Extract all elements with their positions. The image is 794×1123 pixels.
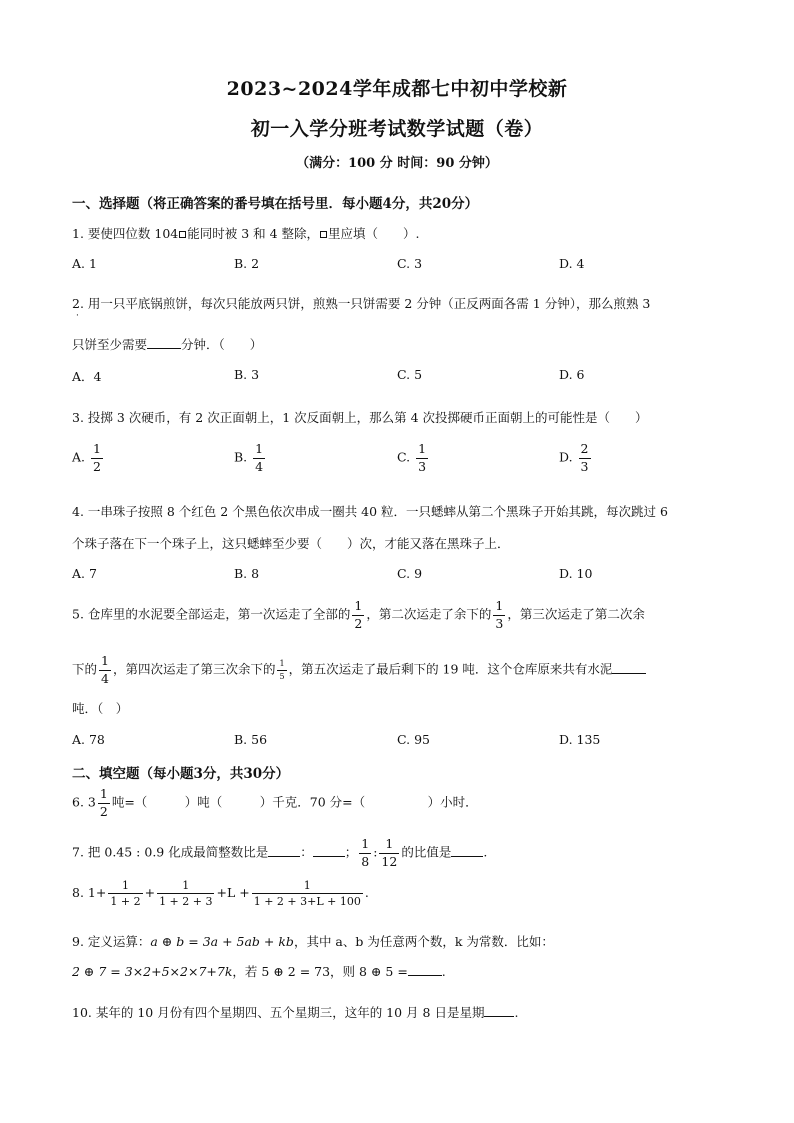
answer-blank xyxy=(408,975,442,976)
q9-text: ，其中 a、b 为任意两个数，k 为常数．比如： xyxy=(293,934,554,949)
q10-text: 10. 某年的 10 月份有四个星期四、五个星期三，这年的 10 月 8 日是星期 xyxy=(72,1005,485,1020)
question-9-line1 xyxy=(72,932,554,950)
answer-blank xyxy=(313,856,345,857)
fraction-numerator: 1 xyxy=(303,879,311,892)
fraction-numerator: 1 xyxy=(418,441,427,456)
q7-text: ： xyxy=(300,844,313,860)
q5-text: ，第二次运走了余下的 xyxy=(366,606,492,622)
fraction-denominator: 2 xyxy=(93,458,101,474)
fraction xyxy=(91,443,103,473)
fraction-numerator: 1 xyxy=(93,441,101,456)
fraction xyxy=(352,600,364,630)
option-label: C. xyxy=(397,449,411,465)
dot-mark: · xyxy=(76,311,79,321)
option-label: D. xyxy=(559,449,573,465)
q3-option-c xyxy=(397,443,430,473)
fraction-numerator: 1 xyxy=(361,836,370,851)
answer-blank xyxy=(147,348,181,349)
q3-option-a xyxy=(72,443,105,473)
fraction xyxy=(253,443,265,473)
q3-option-d xyxy=(559,443,593,473)
q4-option-a: A. 7 xyxy=(72,566,97,581)
q7-text: 的比值是 xyxy=(401,844,452,860)
answer-blank xyxy=(484,1016,514,1017)
fraction-numerator: 1 xyxy=(279,658,285,668)
q5-text: 5. 仓库里的水泥要全部运走，第一次运走了全部的 xyxy=(72,606,351,622)
q7-text: ； xyxy=(344,844,358,860)
question-7 xyxy=(72,838,487,868)
q5-option-d: D. 135 xyxy=(559,732,601,747)
q8-text: . xyxy=(364,885,369,900)
q2-option-b: B. 3 xyxy=(234,367,260,382)
fraction-denominator: 1 + 2 + 3 xyxy=(159,895,213,908)
fraction-denominator: 2 xyxy=(354,615,363,631)
question-6 xyxy=(72,788,478,818)
fraction xyxy=(157,880,214,907)
q8-text: 1+ xyxy=(87,885,107,900)
q2-line2-a: 只饼至少需要 xyxy=(72,337,148,352)
question-number: 8. xyxy=(72,885,84,900)
q2-option-d: D. 6 xyxy=(559,367,585,382)
fraction-numerator: 1 xyxy=(495,598,504,613)
q6-text: 吨=（ ）吨（ ）千克．70 分=（ ）小时． xyxy=(111,794,478,810)
q1-text-c: 里应填（ ）. xyxy=(328,226,420,241)
answer-blank xyxy=(268,856,300,857)
q2-option-c: C. 5 xyxy=(397,367,423,382)
question-4-line2: 个珠子落在下一个珠子上，这只蟋蟀至少要（ ）次，才能又落在黑珠子上． xyxy=(72,536,510,551)
fraction-numerator: 1 xyxy=(354,598,363,613)
q8-text: +L + xyxy=(216,885,250,900)
question-5-line3: 吨．（ ） xyxy=(72,701,129,716)
question-1 xyxy=(72,224,420,242)
question-9-line2 xyxy=(72,962,446,980)
fraction-denominator: 1 + 2 + 3+L + 100 xyxy=(253,895,361,908)
q7-text: . xyxy=(483,844,488,860)
answer-blank xyxy=(612,673,646,674)
fraction-denominator: 4 xyxy=(255,458,264,474)
fraction xyxy=(359,838,371,868)
question-8 xyxy=(72,880,369,907)
fraction xyxy=(493,600,505,630)
fraction xyxy=(108,880,142,907)
q1-option-a: A. 1 xyxy=(72,256,97,271)
question-2-line1: 2. 用一只平底锅煎饼，每次只能放两只饼，煎熟一只饼需要 2 分钟（正反两面各需 1 分钟），那么煎熟 3 xyxy=(72,296,651,311)
fraction-numerator: 2 xyxy=(580,441,589,456)
q5-text: 下的 xyxy=(72,661,98,677)
fraction-numerator: 1 xyxy=(182,879,190,892)
section-fill-heading: 二、填空题（每小题3分，共30分） xyxy=(72,766,290,782)
q1-option-d: D. 4 xyxy=(559,256,585,271)
q4-option-b: B. 8 xyxy=(234,566,260,581)
blank-box-icon xyxy=(320,231,327,238)
section-choice-heading: 一、选择题（将正确答案的番号填在括号里．每小题4分，共20分） xyxy=(72,196,479,212)
fraction-denominator: 8 xyxy=(361,853,370,869)
fraction-denominator: 3 xyxy=(418,458,427,474)
fraction-denominator: 1 + 2 xyxy=(110,895,141,908)
question-5-line2 xyxy=(72,655,646,685)
fraction xyxy=(277,660,286,681)
fraction-denominator: 2 xyxy=(99,803,108,819)
q9-formula: a ⊕ b = 3a + 5ab + kb xyxy=(150,934,294,949)
fraction-numerator: 1 xyxy=(255,441,264,456)
q1-text-a: 1. 要使四位数 104 xyxy=(72,226,179,241)
fraction xyxy=(416,443,428,473)
fraction-denominator: 5 xyxy=(279,671,285,681)
q5-text: ，第三次运走了第二次余 xyxy=(507,606,645,622)
fraction-denominator: 4 xyxy=(101,670,109,686)
q1-text-b: 能同时被 3 和 4 整除， xyxy=(187,226,320,241)
q9-text: ，若 5 ⊕ 2 = 73，则 8 ⊕ 5 = xyxy=(232,964,408,979)
question-5-line1 xyxy=(72,600,645,630)
fraction-numerator: 1 xyxy=(385,836,394,851)
fraction-numerator: 1 xyxy=(101,653,109,668)
q4-option-c: C. 9 xyxy=(397,566,423,581)
q8-text: + xyxy=(144,885,156,900)
q1-option-c: C. 3 xyxy=(397,256,423,271)
q9-text: 9. 定义运算： xyxy=(72,934,151,949)
option-label: A. xyxy=(72,449,86,465)
fraction-numerator: 1 xyxy=(121,879,129,892)
fraction xyxy=(579,443,591,473)
fraction-denominator: 3 xyxy=(580,458,589,474)
question-number: 6. xyxy=(72,794,84,810)
exam-title-line1: 2023~2024学年成都七中初中学校新 xyxy=(226,78,568,100)
blank-box-icon xyxy=(179,231,186,238)
question-10 xyxy=(72,1003,518,1021)
fraction-denominator: 3 xyxy=(495,615,504,631)
q5-option-b: B. 56 xyxy=(234,732,268,747)
q5-text: ，第五次运走了最后剩下的 19 吨．这个仓库原来共有水泥 xyxy=(288,661,613,677)
question-2-line2 xyxy=(72,335,262,353)
exam-title-line2: 初一入学分班考试数学试题（卷） xyxy=(250,118,544,140)
fraction xyxy=(379,838,399,868)
question-4-line1: 4. 一串珠子按照 8 个红色 2 个黑色依次串成一圈共 40 粒．一只蟋蟀从第二个黑珠子开始其跳，每次跳过 6 xyxy=(72,504,668,519)
fraction-numerator: 1 xyxy=(99,786,108,801)
q5-option-c: C. 95 xyxy=(397,732,430,747)
q9-text: . xyxy=(441,964,446,979)
q4-option-d: D. 10 xyxy=(559,566,593,581)
q5-text: ，第四次运走了第三次余下的 xyxy=(112,661,276,677)
fraction-denominator: 12 xyxy=(381,853,398,869)
exam-meta: （满分：100 分 时间：90 分钟） xyxy=(296,156,498,171)
q2-option-a: A．4 xyxy=(72,369,102,384)
q1-option-b: B. 2 xyxy=(234,256,260,271)
q9-formula: 2 ⊕ 7 = 3×2+5×2×7+7k xyxy=(72,964,233,979)
q7-text: 7. 把 0.45 : 0.9 化成最简整数比是 xyxy=(72,844,269,860)
fraction xyxy=(98,788,110,818)
q3-option-b xyxy=(234,443,267,473)
fraction xyxy=(252,880,363,907)
q10-text: . xyxy=(514,1005,519,1020)
q7-text: : xyxy=(373,844,378,860)
q5-option-a: A. 78 xyxy=(72,732,105,747)
mixed-number-whole: 3 xyxy=(87,794,96,810)
option-label: B. xyxy=(234,449,248,465)
q2-line2-b: 分钟．（ ） xyxy=(181,337,263,352)
answer-blank xyxy=(451,856,483,857)
fraction xyxy=(99,655,111,685)
question-3: 3. 投掷 3 次硬币，有 2 次正面朝上，1 次反面朝上，那么第 4 次投掷硬币正面朝上的可能性是（ ） xyxy=(72,410,648,425)
